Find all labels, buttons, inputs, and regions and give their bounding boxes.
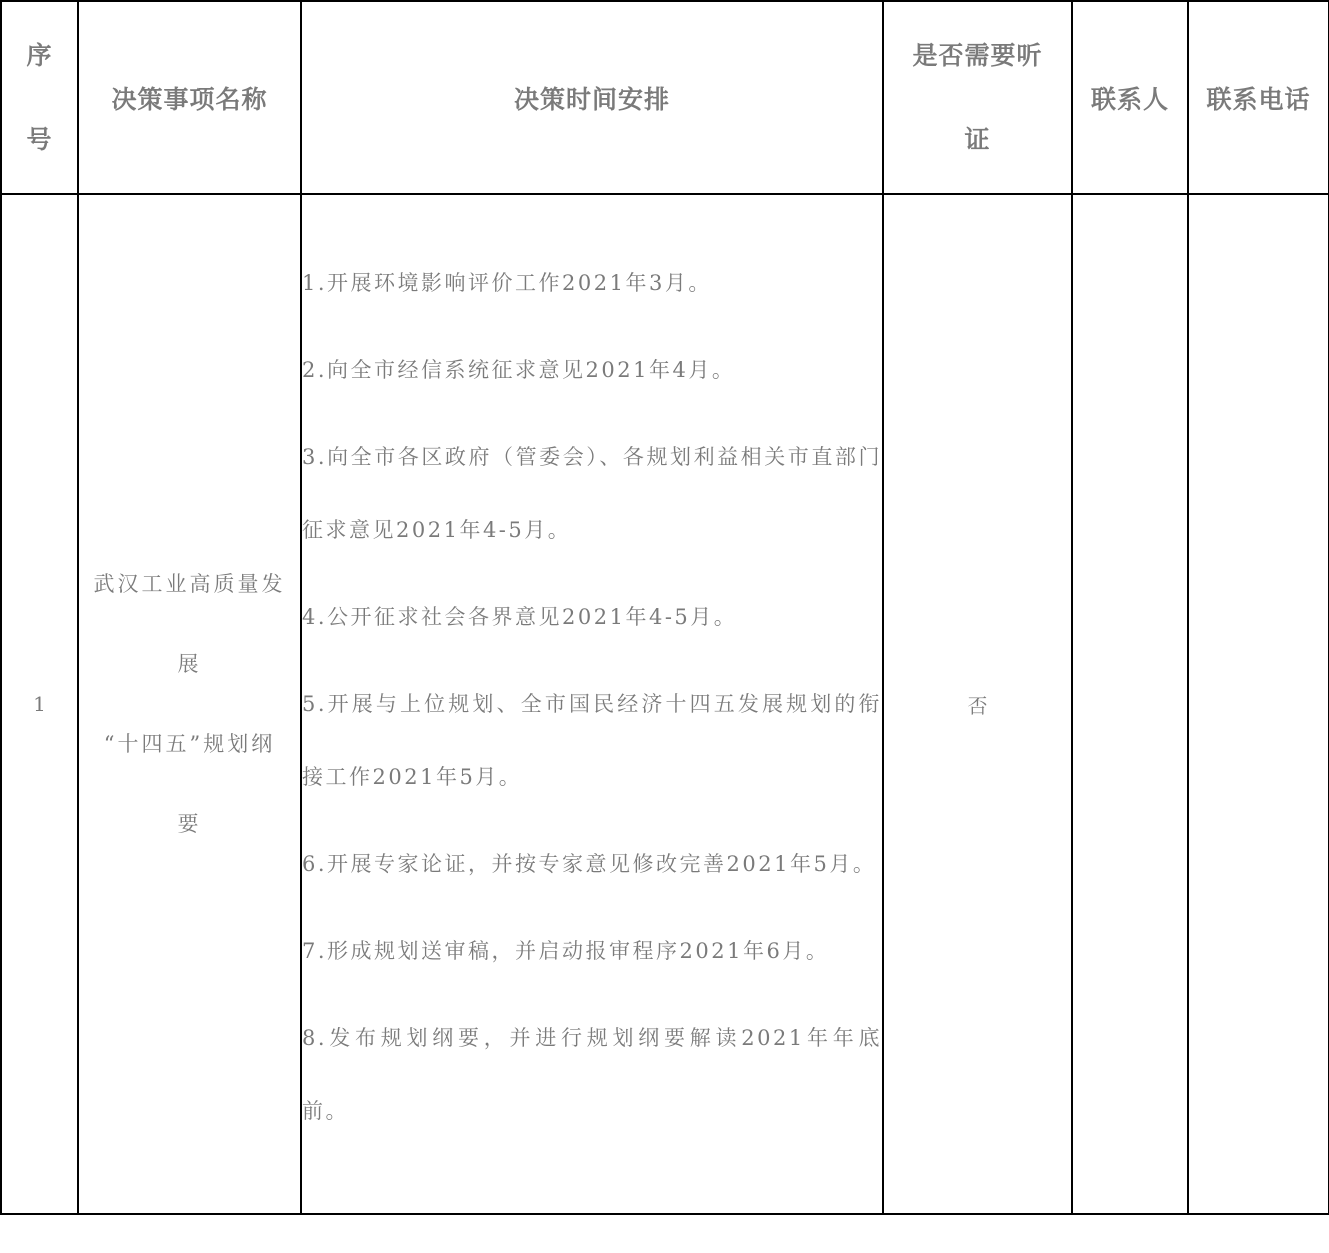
header-hearing-line-2: 证 — [964, 124, 991, 154]
header-hearing — [883, 1, 1072, 194]
schedule-step-7: 7.形成规划送审稿，并启动报审程序2021年6月。 — [302, 938, 830, 963]
header-seq-line-2: 号 — [26, 124, 53, 154]
header-row — [1, 1, 1329, 194]
schedule-step-3: 3.向全市各区政府（管委会）、各规划利益相关市直部门征求意见2021年4-5月。 — [302, 444, 882, 542]
header-seq-line-1: 序 — [26, 40, 53, 70]
name-cell — [78, 194, 301, 1214]
header-phone: 联系电话 — [1188, 1, 1329, 194]
name-line-1: 武汉工业高质量发 — [93, 572, 286, 596]
name-line-2: 展 — [177, 652, 202, 676]
schedule-step-1: 1.开展环境影响评价工作2021年3月。 — [302, 270, 712, 295]
header-schedule: 决策时间安排 — [301, 1, 883, 194]
table-row — [1, 194, 1329, 1214]
schedule-step-4: 4.公开征求社会各界意见2021年4-5月。 — [302, 604, 738, 629]
schedule-cell — [301, 194, 883, 1214]
schedule-step-5: 5.开展与上位规划、全市国民经济十四五发展规划的衔接工作2021年5月。 — [302, 691, 882, 789]
header-hearing-line-1: 是否需要听 — [912, 40, 1043, 70]
name-line-4: 要 — [177, 812, 202, 836]
seq-cell: 1 — [1, 194, 78, 1214]
name-line-3: “十四五”规划纲 — [103, 732, 276, 756]
schedule-step-2: 2.向全市经信系统征求意见2021年4月。 — [302, 357, 736, 382]
phone-cell — [1188, 194, 1329, 1214]
header-name: 决策事项名称 — [78, 1, 301, 194]
schedule-step-8: 8.发布规划纲要，并进行规划纲要解读2021年年底前。 — [302, 1025, 882, 1123]
hearing-cell: 否 — [883, 194, 1072, 1214]
header-seq — [1, 1, 78, 194]
contact-cell — [1072, 194, 1188, 1214]
header-contact: 联系人 — [1072, 1, 1188, 194]
schedule-step-6: 6.开展专家论证，并按专家意见修改完善2021年5月。 — [302, 851, 877, 876]
